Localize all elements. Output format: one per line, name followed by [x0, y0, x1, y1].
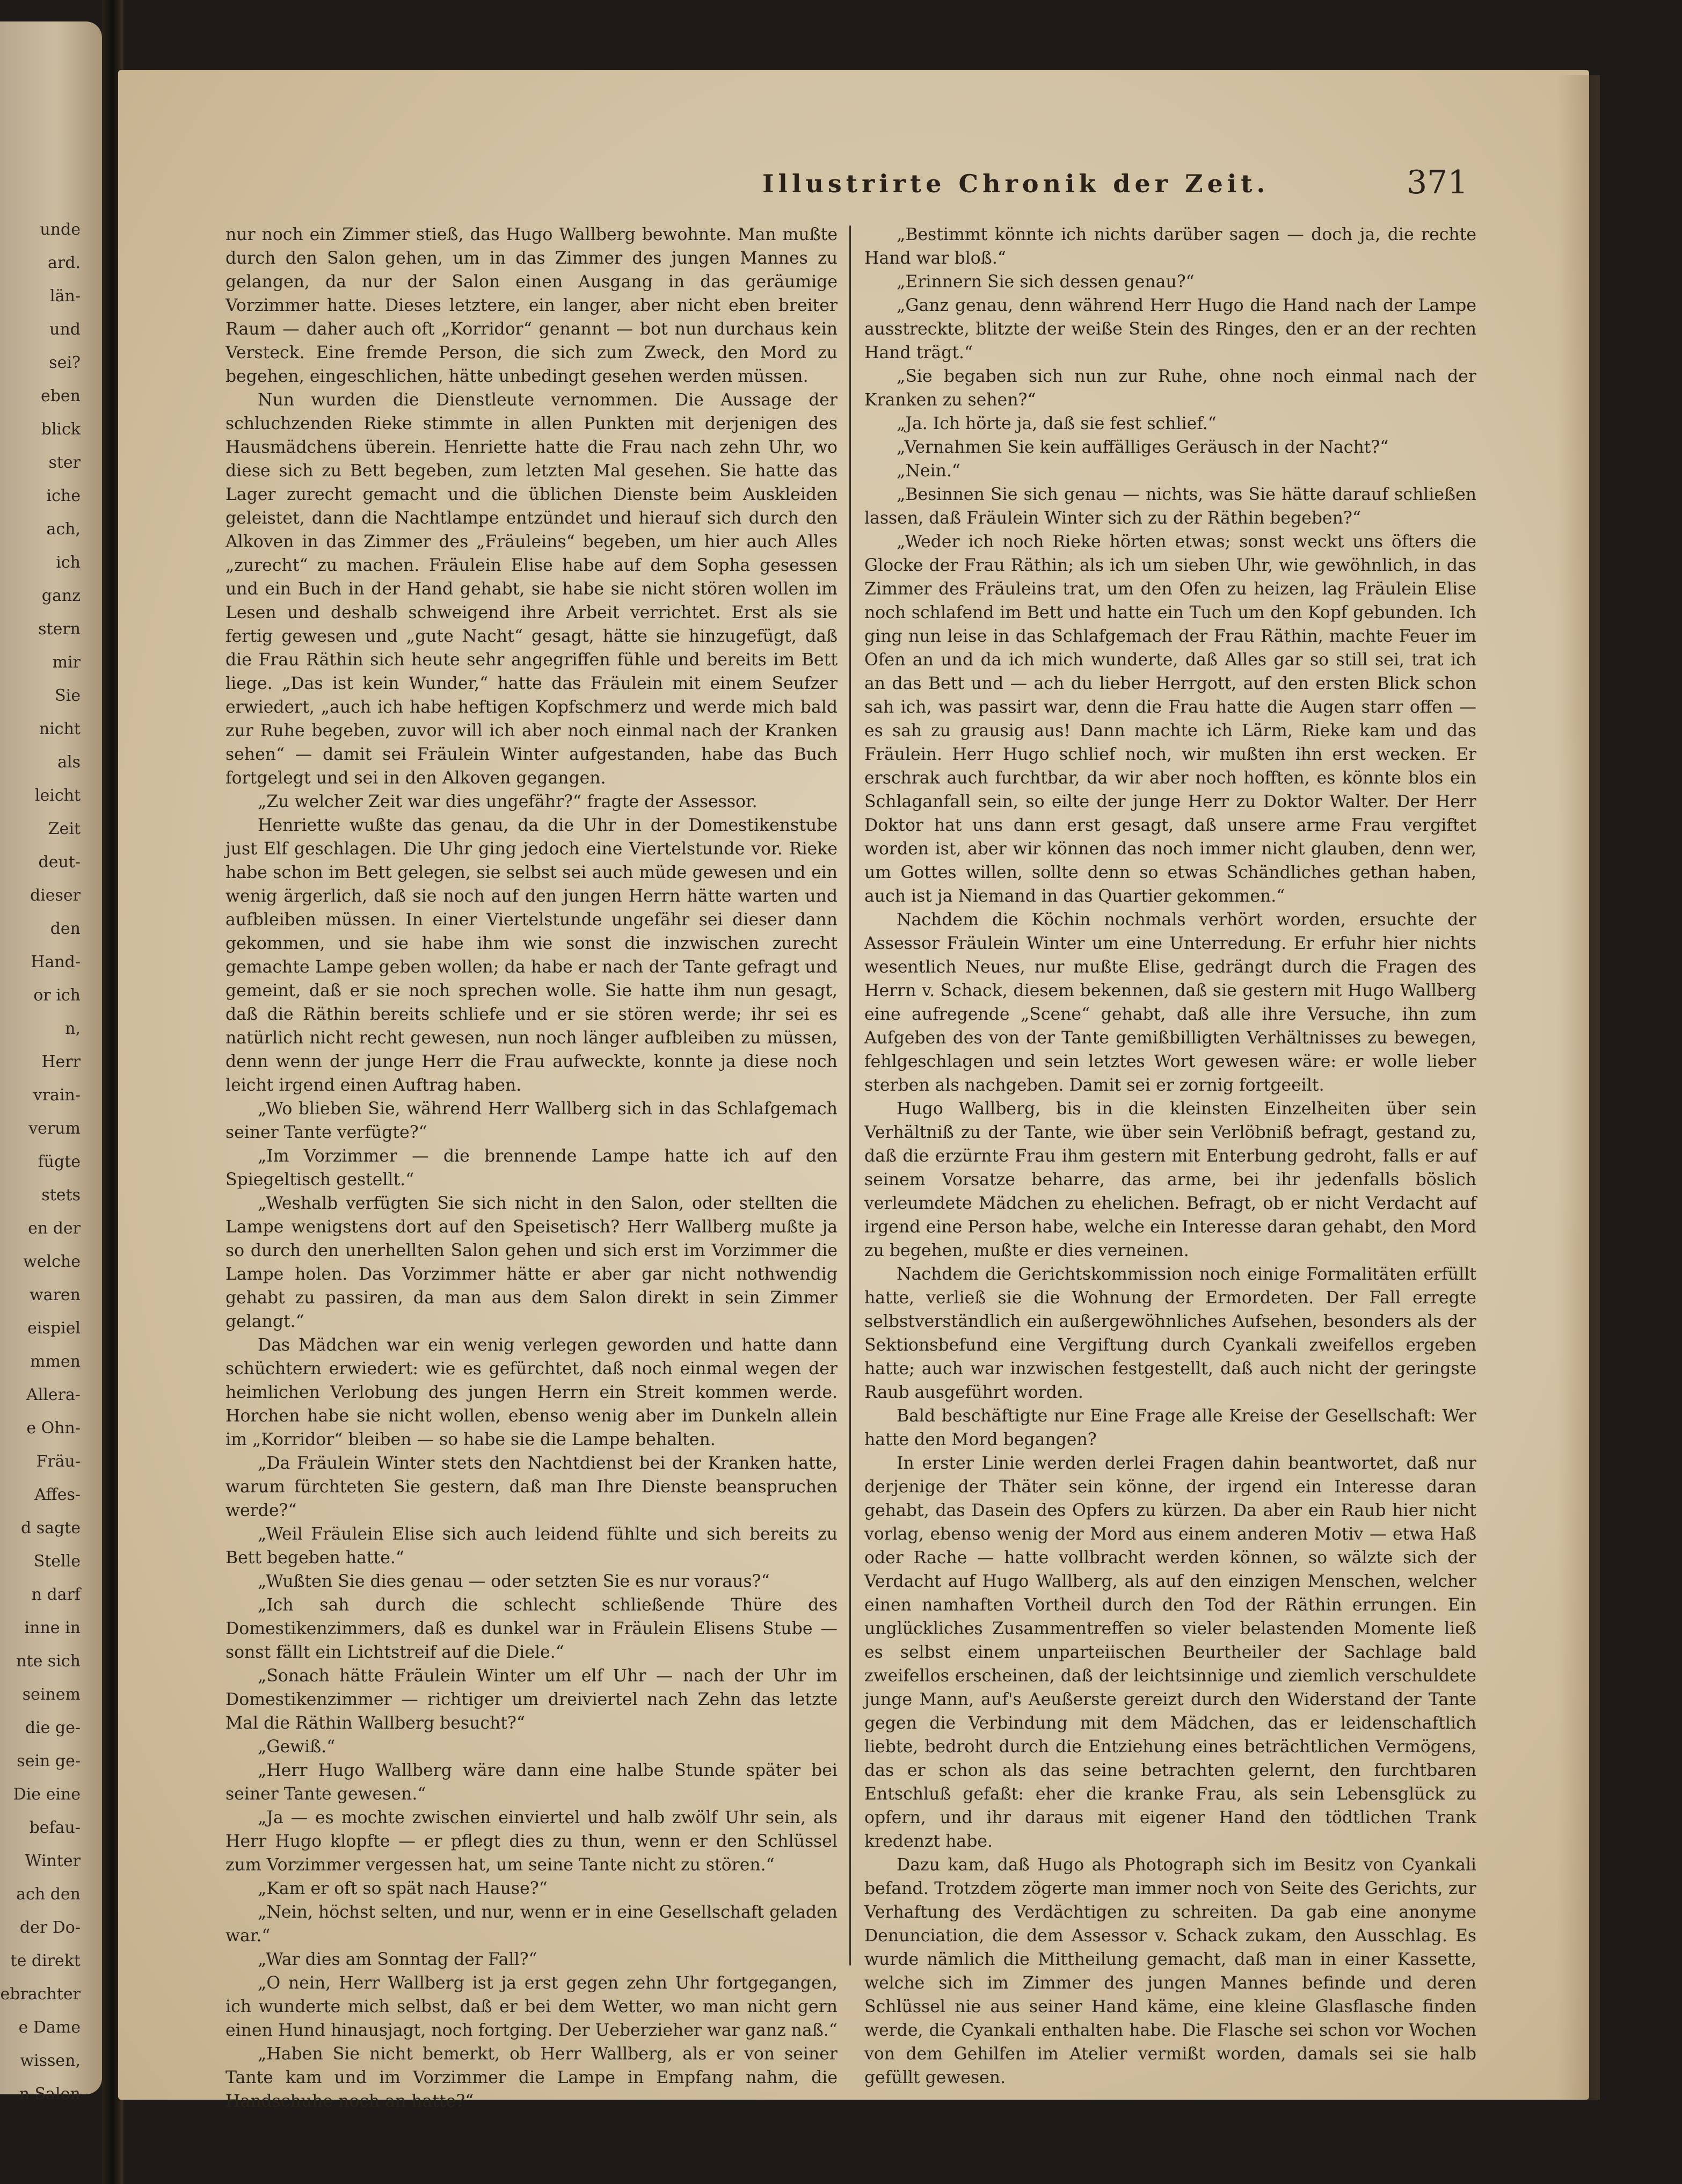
paragraph: Nachdem die Gerichtskommission noch einige Formalitäten erfüllt hatte, verließ sie die Wohnung der Ermordeten. Der Fall erregte selbstverständlich ein außergewöhnliches Aufsehen, besonders als der Sektionsbefund eine Vergiftung durch Cyankali zweifellos ergeben hatte; auch war inzwischen festgestellt, daß auch nicht der geringste Raub ausgeführt worden. — [864, 1265, 1476, 1402]
left-page-fragment: ard. — [48, 253, 81, 272]
paragraph: Dazu kam, daß Hugo als Photograph sich im Besitz von Cyankali befand. Trotzdem zögerte man immer noch von Seite des Gerichts, zur Verhaftung des Verdächtigen zu schreiten. Da gab eine anonyme Denunciation, die dem Assessor v. Schack zukam, den Ausschlag. Es wurde nämlich die Mittheilung gemacht, daß man in einer Kassette, welche sich im Zimmer des jungen Mannes befinde und deren Schlüssel nie aus seiner Hand käme, eine kleine Glasflasche finden werde, die Cyankali enthalten habe. Die Flasche sei schon vor Wochen von dem Gehilfen im Atelier vermißt worden, damals sei sie halb gefüllt gewesen. — [864, 1855, 1476, 2087]
paragraph: In erster Linie werden derlei Fragen dahin beantwortet, daß nur derjenige der Thäter sein könne, der irgend ein Interesse daran gehabt, das Dasein des Opfers zu kürzen. Da aber ein Raub hier nicht vorlag, ebenso wenig der Mord aus einem anderen Motiv — etwa Haß oder Rache — hatte vollbracht werden können, so wälzte sich der Verdacht auf Hugo Wallberg, als auf den einzigen Menschen, welcher einen namhaften Vortheil durch den Tod der Räthin errungen. Ein unglückliches Zusammentreffen so vieler belastenden Momente ließ es selbst einem unparteiischen Beurtheiler der Sachlage bald zweifellos erscheinen, daß der leichtsinnige und ziemlich verschuldete junge Mann, auf's Aeußerste gereizt durch den Widerstand der Tante gegen die Verbindung mit dem Mädchen, das er leidenschaftlich liebte, bedroht durch die Entziehung eines beträchtlichen Vermögens, das er schon als das seine betrachten gelernt, den furchtbaren Entschluß gefaßt: eher die kranke Frau, als sein Lebensglück zu opfern, und ihr daraus mit eigener Hand den tödtlichen Trank kredenzt habe. — [864, 1454, 1476, 1851]
left-page-fragment: vrain- — [33, 1086, 81, 1105]
left-page-fragment: ach den — [16, 1885, 81, 1904]
left-page-fragment: Sie — [55, 686, 81, 705]
left-page-fragment: n Salon — [19, 2085, 81, 2103]
left-page-fragment: län- — [50, 287, 81, 306]
paragraph: „Zu welcher Zeit war dies ungefähr?“ fragte der Assessor. — [258, 792, 758, 811]
left-page-fragment: sein ge- — [17, 1752, 81, 1771]
paragraph: „Kam er oft so spät nach Hause?“ — [258, 1879, 548, 1898]
left-page-fragment: Herr — [41, 1053, 81, 1071]
paragraph: „Im Vorzimmer — die brennende Lampe hatte ich auf den Spiegeltisch gestellt.“ — [225, 1147, 838, 1189]
left-page-fragment: stets — [41, 1186, 81, 1205]
paragraph: „Sonach hätte Fräulein Winter um elf Uhr — nach der Uhr im Domestikenzimmer — richtiger um dreiviertel nach Zehn das letzte Mal die Räthin Wallberg besucht?“ — [225, 1666, 838, 1733]
paragraph: „O nein, Herr Wallberg ist ja erst gegen zehn Uhr fortgegangen, ich wunderte mich selbst, daß er bei dem Wetter, wo man nicht gern einen Hund hinausjagt, noch fortging. Der Ueberzieher war ganz naß.“ — [225, 1973, 838, 2040]
left-page-fragment: Stelle — [33, 1552, 81, 1571]
left-page-fragment: eben — [40, 387, 81, 405]
left-page-fragment: der Do- — [19, 1918, 81, 1937]
paragraph: Nun wurden die Dienstleute vernommen. Die Aussage der schluchzenden Rieke stimmte in allen Punkten mit derjenigen des Hausmädchens überein. Henriette hatte die Frau nach zehn Uhr, wo diese sich zu Bett begeben, zum letzten Mal gesehen. Sie hatte das Lager zurecht gemacht und die üblichen Dienste beim Auskleiden geleistet, dann die Nachtlampe entzündet und hierauf sich durch den Alkoven in das Zimmer des „Fräuleins“ begeben, um hier auch Alles „zurecht“ zu machen. Fräulein Elise habe auf dem Sopha gesessen und ein Buch in der Hand gehabt, sie habe sie nicht stören wollen im Lesen und deshalb schweigend ihre Arbeit verrichtet. Erst als sie fertig gewesen und „gute Nacht“ gesagt, hätte sie hinzugefügt, daß die Frau Räthin sich heute sehr angegriffen fühle und bereits im Bett liege. „Das ist kein Wunder,“ hatte das Fräulein mit einem Seufzer erwiedert, „auch ich habe heftigen Kopfschmerz und werde mich bald zur Ruhe begeben, zuvor will ich aber noch einmal nach der Kranken sehen“ — damit sei Fräulein Winter aufgestanden, habe das Buch fortgelegt und sei in den Alkoven gegangen. — [225, 390, 838, 788]
paragraph: Nachdem die Köchin nochmals verhört worden, ersuchte der Assessor Fräulein Winter um eine Unterredung. Er erfuhr hier nichts wesentlich Neues, nur mußte Elise, gedrängt durch die Fragen des Herrn v. Schack, diesem bekennen, daß sie gestern mit Hugo Wallberg eine aufregende „Scene“ gehabt, daß alle ihre Versuche, ihn zum Aufgeben des von der Tante gemißbilligten Verhältnisses zu bewegen, fehlgeschlagen und sein letztes Wort gewesen wäre: er wolle lieber sterben als nachgeben. Damit sei er zornig fortgeeilt. — [864, 910, 1476, 1095]
facing-left-page — [0, 21, 102, 2103]
page-edge-stain — [1557, 75, 1600, 2100]
left-page-fragment: seinem — [22, 1685, 81, 1704]
left-page-fragment: ich — [56, 553, 81, 572]
paragraph: „Nein.“ — [897, 461, 961, 481]
left-page-fragment: Zeit — [48, 819, 81, 838]
left-page-fragment: mmen — [30, 1352, 81, 1371]
paragraph: „Wo blieben Sie, während Herr Wallberg sich in das Schlafgemach seiner Tante verfügte?“ — [225, 1099, 838, 1142]
paragraph: Das Mädchen war ein wenig verlegen geworden und hatte dann schüchtern erwiedert: wie es gefürchtet, daß noch einmal wegen der heimlichen Verlobung des jungen Herrn ein Streit kommen werde. Horchen habe sie nicht wollen, ebenso wenig aber im Dunkeln allein im „Korridor“ bleiben — so habe sie die Lampe behalten. — [225, 1336, 838, 1449]
paragraph: „Ja. Ich hörte ja, daß sie fest schlief.“ — [897, 414, 1217, 433]
left-page-fragment: n, — [65, 1019, 81, 1038]
left-page-fragment: Hand- — [31, 953, 81, 971]
left-page-fragment: ster — [48, 453, 81, 472]
left-page-fragment: dieser — [30, 886, 81, 905]
left-page-fragment: Winter — [25, 1852, 81, 1870]
left-page-fragment: unde — [40, 220, 81, 239]
paragraph: Henriette wußte das genau, da die Uhr in der Domestikenstube just Elf geschlagen. Die Uhr ging jedoch eine Viertelstunde vor. Rieke habe schon im Bett gelegen, sie selbst sei auch müde gewesen und ein wenig ärgerlich, daß sie noch auf den jungen Herrn hätte warten und aufbleiben müssen. In einer Viertelstunde ungefähr sei dieser dann gekommen, und sie habe ihm wie sonst die inzwischen zurecht gemachte Lampe geben wollen; da habe er nach der Tante gefragt und gemeint, daß er sie noch sprechen wolle. Sie hatte ihm nun gesagt, daß die Räthin bereits schliefe und er sie stören werde; ihr sei es natürlich nicht recht gewesen, nun noch länger aufbleiben zu müssen, denn wenn der junge Herr die Frau aufweckte, konnte ja diese noch leicht irgend einen Auftrag haben. — [225, 816, 838, 1095]
paragraph: nur noch ein Zimmer stieß, das Hugo Wallberg bewohnte. Man mußte durch den Salon gehen, um in das Zimmer des jungen Mannes zu gelangen, da nur der Salon einen Ausgang in das geräumige Vorzimmer hatte. Dieses letztere, ein langer, aber nicht eben breiter Raum — daher auch oft „Korridor“ genannt — bot nun durchaus kein Versteck. Eine fremde Person, die sich zum Zweck, den Mord zu begehen, eingeschlichen, hätte unbedingt gesehen werden müssen. — [225, 225, 838, 386]
paragraph: „Bestimmt könnte ich nichts darüber sagen — doch ja, die rechte Hand war bloß.“ — [864, 225, 1476, 268]
paragraph: „Gewiß.“ — [258, 1737, 336, 1757]
left-page-fragment: ganz — [41, 586, 81, 605]
right-text-column — [864, 223, 1476, 2087]
left-page-fragment: Fräu- — [36, 1452, 81, 1471]
paragraph: „Ich sah durch die schlecht schließende Thüre des Domestikenzimmers, daß es dunkel war in Fräulein Elisens Stube — sonst fällt ein Lichtstreif auf die Diele.“ — [225, 1595, 838, 1662]
paragraph: „War dies am Sonntag der Fall?“ — [258, 1950, 537, 1969]
paragraph: „Weil Fräulein Elise sich auch leidend fühlte und sich bereits zu Bett begeben hatte.“ — [225, 1525, 838, 1568]
left-page-fragment: mir — [52, 653, 81, 672]
left-page-fragment: befau- — [29, 1818, 81, 1837]
left-page-fragment: Die eine — [13, 1785, 81, 1804]
paragraph: „Haben Sie nicht bemerkt, ob Herr Wallberg, als er von seiner Tante kam und im Vorzimmer die Lampe in Empfang nahm, die Handschuhe noch an hatte?“ — [225, 2044, 838, 2111]
paragraph: „Herr Hugo Wallberg wäre dann eine halbe Stunde später bei seiner Tante gewesen.“ — [225, 1761, 838, 1804]
column-divider — [849, 226, 851, 1965]
left-page-fragment: nicht — [39, 720, 81, 738]
left-page-fragment: leicht — [34, 786, 81, 805]
left-page-fragment: en der — [28, 1219, 81, 1238]
left-page-fragment: welche — [23, 1252, 81, 1271]
left-page-fragment: eispiel — [27, 1319, 81, 1338]
paragraph: Bald beschäftigte nur Eine Frage alle Kreise der Gesellschaft: Wer hatte den Mord begangen? — [864, 1406, 1476, 1449]
paragraph: „Besinnen Sie sich genau — nichts, was Sie hätte darauf schließen lassen, daß Fräulein Winter sich zu der Räthin begeben?“ — [864, 485, 1476, 528]
left-page-fragment: Affes- — [34, 1485, 81, 1504]
paragraph: „Weshalb verfügten Sie sich nicht in den Salon, oder stellten die Lampe wenigstens dort auf den Speisetisch? Herr Wallberg mußte ja so durch den unerhellten Salon gehen und sich erst im Vorzimmer die Lampe holen. Das Vorzimmer hätte er aber gar nicht nothwendig gehabt zu passiren, da man aus dem Salon direkt in sein Zimmer gelangt.“ — [225, 1194, 838, 1331]
left-page-fragment: te direkt — [10, 1951, 81, 1970]
left-page-fragment: als — [57, 753, 81, 772]
left-page-fragment: deut- — [38, 853, 81, 872]
left-page-fragment: inne in — [24, 1619, 81, 1637]
left-page-fragment: fügte — [38, 1152, 81, 1171]
paragraph: „Sie begaben sich nun zur Ruhe, ohne noch einmal nach der Kranken zu sehen?“ — [864, 367, 1476, 410]
left-page-fragment: d sagte — [20, 1519, 81, 1537]
left-page-fragment: ach, — [46, 520, 81, 539]
left-page-fragment: n darf — [31, 1585, 81, 1604]
book-page — [118, 70, 1589, 2111]
left-page-fragment: die ge- — [25, 1718, 81, 1737]
left-page-fragment: und — [49, 320, 81, 339]
left-page-fragment: sei? — [49, 353, 81, 372]
left-page-fragment: den — [50, 919, 81, 938]
paragraph: „Erinnern Sie sich dessen genau?“ — [897, 272, 1195, 292]
left-page-fragment: verum — [28, 1119, 81, 1138]
paragraph: „Weder ich noch Rieke hörten etwas; sonst weckt uns öfters die Glocke der Frau Räthin; als ich um sieben Uhr, wie gewöhnlich, in das Zimmer des Fräuleins trat, um den Ofen zu heizen, lag Fräulein Elise noch schlafend im Bett und hatte ein Tuch um den Kopf gebunden. Ich ging nun leise in das Schlafgemach der Frau Räthin, machte Feuer im Ofen an und da ich mich wunderte, daß Alles gar so still sei, trat ich an das Bett und — ach du lieber Herrgott, auf den ersten Blick schon sah ich, was passirt war, denn die Frau hatte die Augen starr offen — es sah zu grausig aus! Dann machte ich Lärm, Rieke kam und das Fräulein. Herr Hugo schlief noch, wir mußten ihn erst wecken. Er erschrak auch furchtbar, da wir aber noch hofften, es könnte blos ein Schlaganfall sein, so eilte der junge Herr zu Doktor Walter. Der Herr Doktor hat uns dann erst gesagt, daß unsere arme Frau vergiftet worden ist, aber wir können das noch immer nicht glauben, denn wer, um Gottes willen, sollte denn so etwas Schändliches gethan haben, auch ist ja Niemand in das Quartier gekommen.“ — [864, 532, 1476, 906]
left-page-fragment: or ich — [33, 986, 81, 1005]
left-page-fragment: ebrachter — [0, 1985, 81, 2004]
paragraph: Hugo Wallberg, bis in die kleinsten Einzelheiten über sein Verhältniß zu der Tante, wie über sein Verlöbniß befragt, gestand zu, daß die erzürnte Frau ihm gestern mit Enterbung gedroht, falls er auf seinem Vorsatze beharre, das arme, bei ihr jedenfalls böslich verleumdete Mädchen zu ehelichen. Befragt, ob er nicht Verdacht auf irgend eine Person habe, welche ein Interesse daran gehabt, den Mord zu begehen, mußte er dies verneinen. — [864, 1099, 1476, 1260]
page-number: 371 — [1407, 164, 1468, 201]
running-title: Illustrirte Chronik der Zeit. — [762, 169, 1270, 198]
paragraph: „Vernahmen Sie kein auffälliges Geräusch in der Nacht?“ — [897, 438, 1389, 457]
paragraph: „Wußten Sie dies genau — oder setzten Sie es nur voraus?“ — [258, 1572, 770, 1591]
left-page-fragment: nte sich — [16, 1652, 81, 1671]
left-page-fragment: wissen, — [20, 2051, 81, 2070]
left-page-fragment: e Ohn- — [26, 1419, 81, 1438]
left-page-fragment: e Dame — [18, 2018, 81, 2037]
paragraph: „Ganz genau, denn während Herr Hugo die Hand nach der Lampe ausstreckte, blitzte der weiße Stein des Ringes, den er an der rechten Hand trägt.“ — [864, 296, 1476, 362]
paragraph: „Ja — es mochte zwischen einviertel und halb zwölf Uhr sein, als Herr Hugo klopfte — er pflegt dies zu thun, wenn er den Schlüssel zum Vorzimmer vergessen hat, um seine Tante nicht zu stören.“ — [225, 1808, 838, 1875]
paragraph: „Da Fräulein Winter stets den Nachtdienst bei der Kranken hatte, warum fürchteten Sie gestern, daß man Ihre Dienste beanspruchen werde?“ — [225, 1454, 838, 1520]
left-text-column — [225, 223, 838, 2111]
left-page-fragment: iche — [46, 487, 81, 505]
left-page-fragment: waren — [30, 1286, 81, 1304]
left-page-fragment: Allera- — [26, 1385, 81, 1404]
left-page-fragment: blick — [41, 420, 81, 439]
left-page-fragment: stern — [38, 620, 81, 638]
running-header — [118, 164, 1589, 207]
paragraph: „Nein, höchst selten, und nur, wenn er in eine Gesellschaft geladen war.“ — [225, 1903, 838, 1946]
